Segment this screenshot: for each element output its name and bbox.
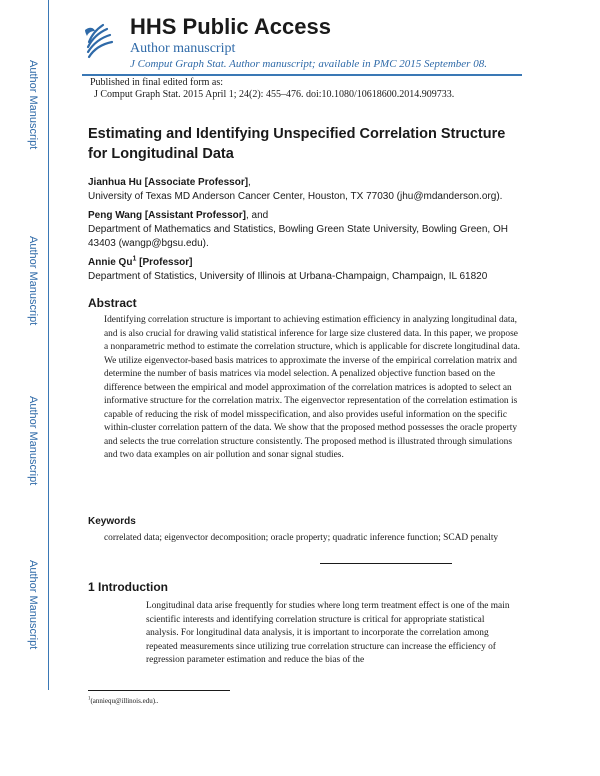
side-label-author-manuscript: Author Manuscript bbox=[27, 560, 39, 650]
side-label-author-manuscript: Author Manuscript bbox=[27, 60, 39, 150]
author-2-affiliation: Department of Mathematics and Statistics, Bowling Green State University, Bowling Green, OH 43403 (wangp@bgsu.edu). bbox=[88, 224, 508, 249]
author-1 bbox=[88, 176, 251, 190]
keywords-heading: Keywords bbox=[88, 516, 136, 527]
author-2 bbox=[88, 209, 268, 223]
author-name: Jianhua Hu [Associate Professor] bbox=[88, 177, 249, 188]
side-label-author-manuscript: Author Manuscript bbox=[27, 396, 39, 486]
side-label-author-manuscript: Author Manuscript bbox=[27, 236, 39, 326]
keywords-text: correlated data; eigenvector decomposition; oracle property; quadratic inference function; SCAD penalty bbox=[104, 533, 499, 543]
abstract-text: Identifying correlation structure is important to achieving estimation efficiency in analyzing longitudinal data, and is also crucial for drawing valid statistical inference for large size clustered data. In this paper, we propose a nonparametric method to estimate the correlation structure, which is applicable for discrete longitudinal data. We utilize eigenvector-based basis matrices to approximate the inverse of the empirical correlation matrix and determine the number of basis matrices via model selection. A penalized objective function based on the difference between the empirical and model approximation of the correlation matrices is adopted to select an informative structure for the correlation matrix. The eigenvector representation of the correlation estimation is capable of reducing the risk of model misspecification, and also provides useful information on the specific within-cluster correlation pattern of the data. We show that the proposed method possesses the oracle property and selects the true correlation structure consistently. The proposed method is illustrated through simulations and two data examples on air pollution and sonar signal studies. bbox=[104, 315, 520, 460]
author-footnote-mark: 1 bbox=[132, 255, 137, 263]
author-name: Peng Wang [Assistant Professor] bbox=[88, 210, 246, 221]
paper-title: Estimating and Identifying Unspecified Correlation Structure for Longitudinal Data bbox=[88, 126, 506, 162]
footnote bbox=[88, 697, 159, 705]
published-label: Published in final edited form as: bbox=[90, 77, 224, 88]
author-3 bbox=[88, 256, 192, 270]
author-3-affiliation: Department of Statistics, University of Illinois at Urbana-Champaign, Champaign, IL 61820 bbox=[88, 271, 488, 282]
header-rule bbox=[82, 74, 522, 76]
banner-journal-note: J Comput Graph Stat. Author manuscript; available in PMC 2015 September 08. bbox=[130, 58, 487, 70]
footnote-mark: 1 bbox=[88, 696, 91, 702]
author-role: [Professor] bbox=[136, 257, 193, 268]
banner-subtitle: Author manuscript bbox=[130, 41, 236, 56]
author-separator: , and bbox=[246, 210, 269, 221]
hhs-eagle-logo-icon bbox=[82, 22, 116, 60]
author-name: Annie Qu bbox=[88, 257, 133, 268]
citation: J Comput Graph Stat. 2015 April 1; 24(2): 455–476. doi:10.1080/10618600.2014.909733. bbox=[94, 89, 455, 100]
footnote-rule bbox=[88, 690, 230, 691]
side-rule bbox=[48, 0, 49, 690]
section-divider bbox=[320, 563, 452, 564]
footnote-text: (anniequ@illinois.edu).. bbox=[90, 697, 159, 705]
abstract-heading: Abstract bbox=[88, 296, 137, 310]
author-separator: , bbox=[248, 177, 251, 188]
introduction-heading: 1 Introduction bbox=[88, 580, 168, 594]
banner-title: HHS Public Access bbox=[130, 14, 331, 39]
introduction-text: Longitudinal data arise frequently for studies where long term treatment effect is one of the main scientific interests and identifying correlation structure is critical for appropriate statistical analysis. For longitudinal data analysis, it is important to incorporate the correlation among repeated measurements since utilizing true correlation structure can increase the efficiency of regression parameter estimation and reduce the bias of the bbox=[146, 601, 510, 665]
author-1-affiliation: University of Texas MD Anderson Cancer Center, Houston, TX 77030 (jhu@mdanderson.org). bbox=[88, 191, 503, 202]
